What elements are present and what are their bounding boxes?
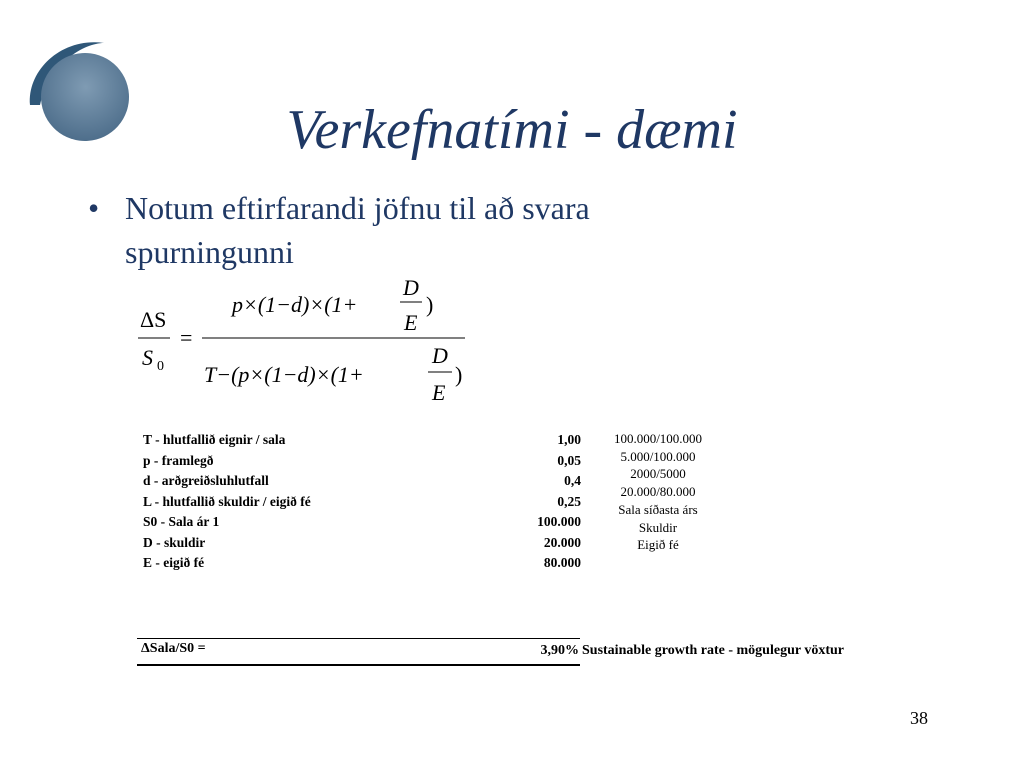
equals-sign: = bbox=[180, 325, 193, 350]
table-row bbox=[143, 451, 581, 472]
table-row bbox=[143, 533, 581, 554]
parameter-table bbox=[143, 430, 581, 574]
row-value: 0,25 bbox=[557, 493, 581, 509]
calculation-notes bbox=[598, 430, 718, 554]
note-line: Skuldir bbox=[638, 519, 678, 535]
growth-formula bbox=[120, 270, 480, 420]
row-label: d - arðgreiðsluhlutfall bbox=[143, 473, 269, 489]
table-row bbox=[143, 430, 581, 451]
numerator-frac-top: D bbox=[403, 275, 419, 300]
table-row bbox=[143, 471, 581, 492]
lhs-denominator-sub: 0 bbox=[157, 359, 164, 374]
row-label: E - eigið fé bbox=[143, 555, 205, 571]
row-value: 80.000 bbox=[543, 555, 581, 571]
denominator-frac-top: D bbox=[432, 343, 448, 368]
row-label: D - skuldir bbox=[143, 534, 206, 550]
denominator-expression: T−(p×(1−d)×(1+ bbox=[204, 362, 364, 387]
bullet-text: Notum eftirfarandi jöfnu til að svara spurningunni bbox=[125, 190, 590, 270]
table-row bbox=[143, 553, 581, 574]
row-value: 0,05 bbox=[557, 452, 581, 468]
note-line: Sala síðasta árs bbox=[618, 501, 698, 517]
denominator-frac-bottom: E bbox=[432, 380, 446, 405]
table-row bbox=[143, 512, 581, 533]
row-label: S0 - Sala ár 1 bbox=[143, 514, 220, 530]
row-label: T - hlutfallið eignir / sala bbox=[143, 432, 286, 448]
row-label: L - hlutfallið skuldir / eigið fé bbox=[143, 493, 311, 509]
result-top-rule bbox=[137, 638, 580, 639]
row-value: 20.000 bbox=[543, 534, 581, 550]
lhs-denominator: S bbox=[142, 345, 153, 370]
result-row bbox=[137, 638, 887, 668]
row-value: 1,00 bbox=[557, 432, 581, 448]
result-label: ΔSala/S0 = bbox=[141, 641, 206, 656]
row-value: 0,4 bbox=[564, 473, 581, 489]
result-description: Sustainable growth rate - mögulegur vöxtur bbox=[582, 643, 844, 658]
note-line: 20.000/80.000 bbox=[620, 484, 696, 500]
note-line: Eigið fé bbox=[637, 537, 679, 553]
row-value: 100.000 bbox=[537, 514, 581, 530]
numerator-frac-bottom: E bbox=[404, 310, 418, 335]
result-value: 3,90% bbox=[540, 643, 579, 658]
lhs-numerator: ΔS bbox=[140, 307, 167, 332]
result-bottom-rule bbox=[137, 664, 580, 666]
numerator-close-paren: ) bbox=[426, 292, 434, 317]
slide-title: Verkefnatími - dæmi bbox=[286, 99, 738, 161]
note-line: 100.000/100.000 bbox=[613, 431, 703, 446]
denominator-close-paren: ) bbox=[455, 362, 463, 387]
row-label: p - framlegð bbox=[143, 452, 214, 468]
note-line: 5.000/100.000 bbox=[620, 448, 696, 464]
table-row bbox=[143, 492, 581, 513]
page-number: 38 bbox=[910, 708, 928, 728]
numerator-expression: p×(1−d)×(1+ bbox=[232, 292, 358, 317]
note-line: 2000/5000 bbox=[630, 466, 686, 482]
bullet-dot-icon: • bbox=[88, 190, 100, 226]
